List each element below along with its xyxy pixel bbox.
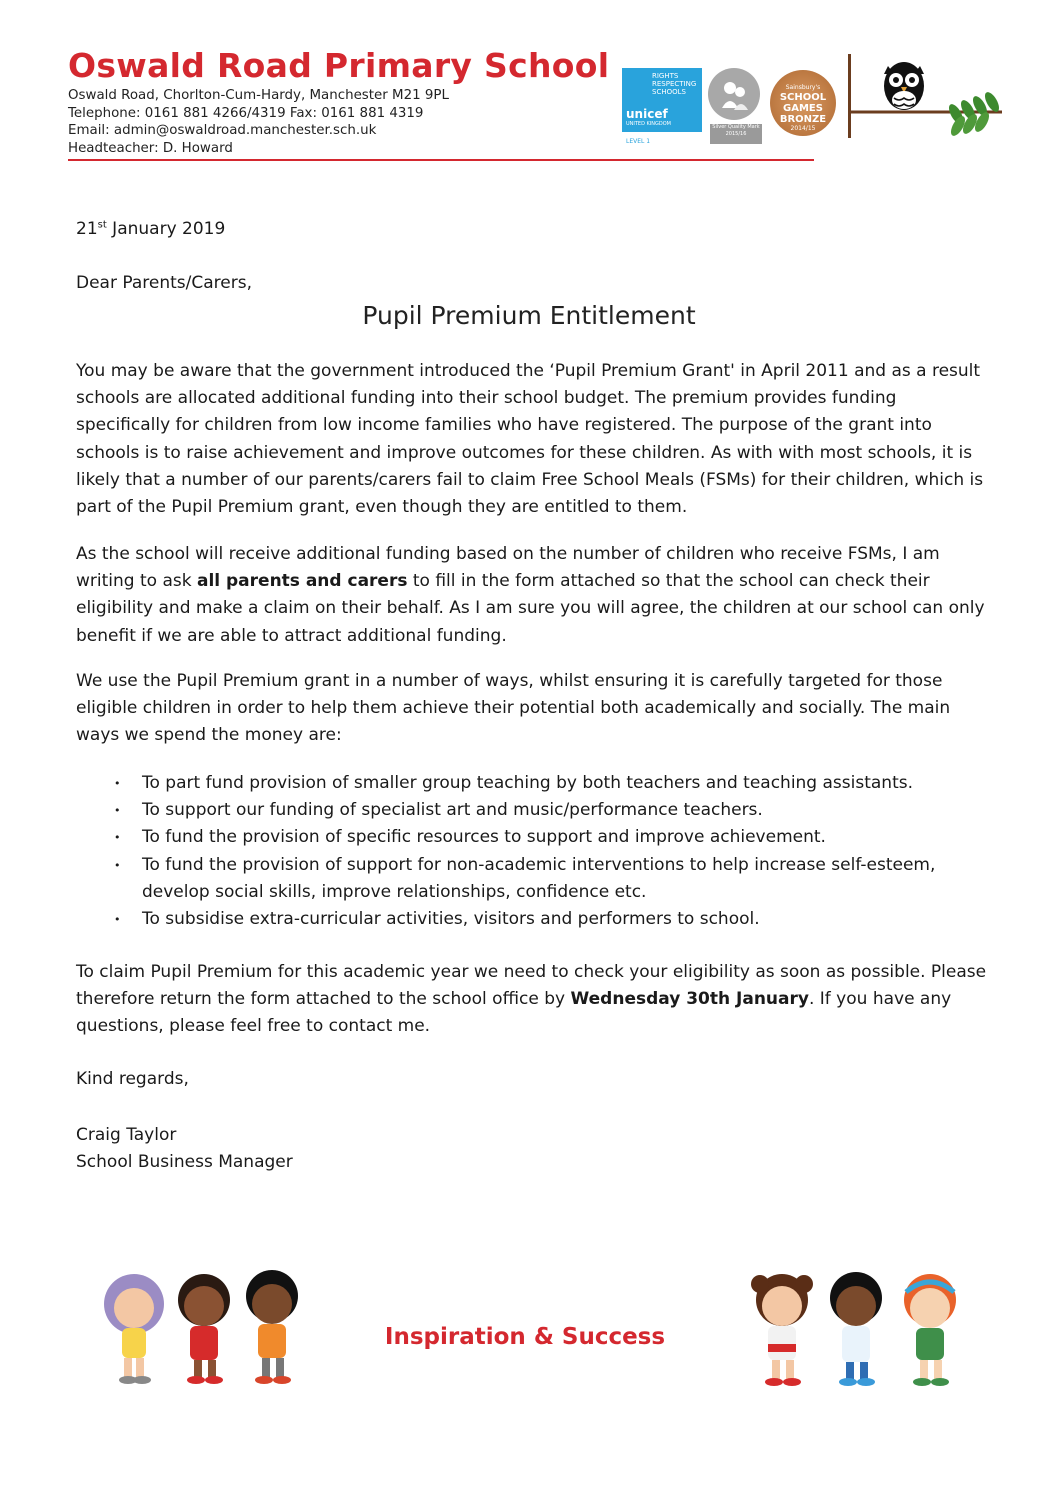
unicef-country: UNITED KINGDOM xyxy=(626,121,671,127)
paragraph-usage: We use the Pupil Premium grant in a number of ways, whilst ensuring it is carefully targeted for those eligible children in order to help them achieve their potential both academically and socially. The main ways we spend the money are: xyxy=(76,671,951,746)
p2-text-start: As the school will receive additional funding based on the number of children who receive FSMs, I am writing to ask xyxy=(76,544,940,592)
list-item xyxy=(76,770,988,797)
bullet-marker: • xyxy=(114,913,121,927)
list-item xyxy=(76,824,988,851)
p2-text-end: to fill in the form attached so that the school can check their eligibility and make a claim on their behalf. As I am sure you will agree, the children at our school can only benefit if we are able to attract additional funding. xyxy=(76,571,985,646)
list-item-text: To part fund provision of smaller group teaching by both teachers and teaching assistants. xyxy=(142,773,914,793)
school-games-badge xyxy=(770,70,836,136)
date-month-year: January 2019 xyxy=(106,219,226,239)
list-item-text: To fund the provision of support for non-academic interventions to help increase self-esteem, develop social skills, improve relationships, confidence etc. xyxy=(142,854,936,902)
unicef-rights-respecting-logo xyxy=(622,68,702,132)
closing: Kind regards, xyxy=(76,1069,189,1089)
signature-block xyxy=(76,1122,293,1176)
bullet-marker: • xyxy=(114,858,121,872)
games-sponsor: Sainsbury's xyxy=(785,84,821,91)
bullet-marker: • xyxy=(114,777,121,790)
paragraph-request xyxy=(76,541,988,650)
quality-mark-caption: Silver Quality Mark 2015/16 xyxy=(710,124,762,144)
paragraph-intro: You may be aware that the government introduced the ‘Pupil Premium Grant' in April 2011 and as a result schools are allocated additional funding into their school budget. The premium provides funding specifically for children from low income families who have registered. The purpose of the grant into schools is to raise achievement and improve outcomes for these children. As with with most schools, it is likely that a number of our parents/carers fail to claim Free School Meals (FSMs) for their children, which is part of the Pupil Premium grant, even though they are entitled to them. xyxy=(76,361,984,518)
p4-text-start: To claim Pupil Premium for this academic year we need to check your eligibility as soon as possible. Please therefore return the form attached to the school office by xyxy=(76,962,987,1010)
date-day: 21 xyxy=(76,219,98,239)
signer-role: School Business Manager xyxy=(76,1152,293,1173)
list-item xyxy=(76,906,988,933)
date-suffix: st xyxy=(97,219,107,231)
unicef-level: LEVEL 1 xyxy=(626,138,651,145)
unicef-brand: unicef xyxy=(626,107,668,121)
spending-list xyxy=(76,770,988,933)
deadline-date: Wednesday 30th January xyxy=(570,989,809,1010)
p4-text-end: . If you have any questions, please feel free to contact me. xyxy=(76,989,952,1037)
quality-mark-icon xyxy=(708,68,760,120)
games-year: 2014/15 xyxy=(790,125,816,132)
unicef-logo-text: RIGHTS RESPECTING SCHOOLS xyxy=(652,72,697,96)
list-item xyxy=(76,797,988,824)
games-title: SCHOOL GAMES xyxy=(779,92,827,114)
list-item-text: To subsidise extra-curricular activities, visitors and performers to school. xyxy=(142,909,760,930)
accreditation-logos xyxy=(622,52,1012,162)
school-name: Oswald Road Primary School xyxy=(68,46,610,85)
signer-name: Craig Taylor xyxy=(76,1125,177,1145)
children-illustration-right xyxy=(746,1266,966,1390)
address: Oswald Road, Chorlton-Cum-Hardy, Manchester M21 9PL xyxy=(68,88,449,103)
owl-on-branch-icon xyxy=(844,52,1012,152)
paragraph-deadline xyxy=(76,959,988,1041)
list-item xyxy=(76,852,988,906)
bullet-marker: • xyxy=(114,804,121,818)
salutation: Dear Parents/Carers, xyxy=(76,273,252,293)
list-item-text: To support our funding of specialist art and music/performance teachers. xyxy=(142,800,763,821)
school-motto: Inspiration & Success xyxy=(384,1324,666,1350)
contact-block xyxy=(68,87,449,157)
letter-title: Pupil Premium Entitlement xyxy=(362,301,696,330)
games-level: BRONZE xyxy=(779,114,827,125)
p2-emphasis: all parents and carers xyxy=(196,571,408,592)
headteacher: Headteacher: D. Howard xyxy=(68,140,233,156)
quality-mark-logo xyxy=(708,68,760,120)
bullet-marker: • xyxy=(114,831,121,845)
letter-date xyxy=(76,219,225,239)
telephone: Telephone: 0161 881 4266/4319 Fax: 0161 881 4319 xyxy=(68,105,424,121)
list-item-text: To fund the provision of specific resources to support and improve achievement. xyxy=(142,827,826,848)
email: Email: admin@oswaldroad.manchester.sch.uk xyxy=(68,123,377,138)
